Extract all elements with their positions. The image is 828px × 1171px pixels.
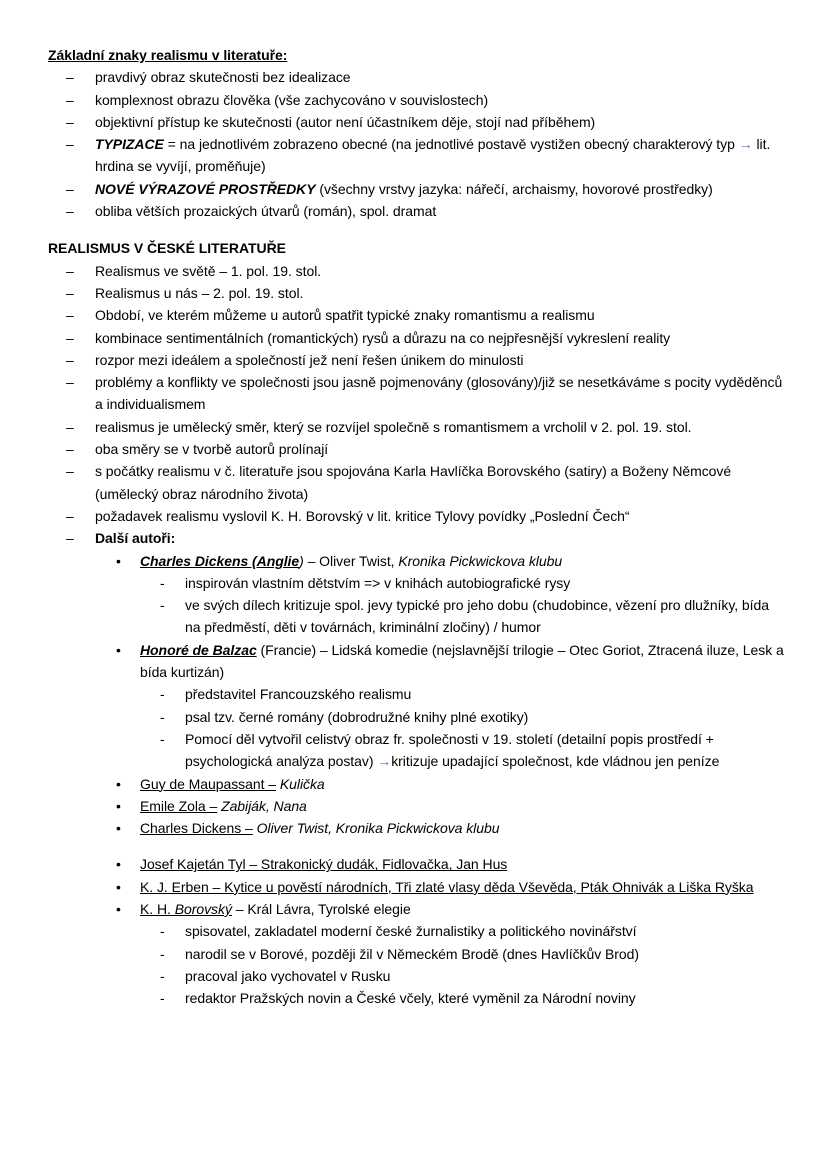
bullet-marker: • [116,900,121,917]
dash-marker: – [66,507,74,524]
paragraph-spacer [48,222,788,237]
text-run [95,203,436,219]
author-item [48,853,788,875]
text-segment: Kronika Pickwickova klubu [398,552,563,569]
text-segment: Guy de Maupassant – [140,775,277,792]
list-item [48,505,788,527]
list-item [48,416,788,438]
text-run [95,530,175,546]
text-run [48,240,286,256]
text-segment: Období, ve kterém můžeme u autorů spatřit typické znaky romantismu a realismu [95,307,595,324]
text-segment: objektivní přístup ke skutečnosti (autor není účastníkem děje, stojí nad příběhem) [95,113,596,130]
text-segment: redaktor Pražských novin a České včely, které vyměnil za Národní noviny [185,990,636,1007]
dash-marker: – [66,180,74,197]
text-run [95,508,630,524]
author-item [48,639,788,684]
text-segment: Borovský [174,900,232,917]
bullet-marker: • [116,797,121,814]
dash-marker: – [66,136,74,153]
document-content [48,44,788,1009]
list-item [48,66,788,88]
hyphen-marker: - [160,597,165,614]
text-segment: psal tzv. černé romány (dobrodružné knihy plné exotiky) [185,708,529,725]
text-segment: ve svých dílech kritizuje spol. jevy typické pro jeho dobu (chudobince, vězení pro dlužníky, bída na předměstí, děti v továrnách, kriminální zločiny) / humor [185,597,769,636]
text-run [95,441,328,457]
bullet-marker: • [116,856,121,873]
list-item [48,460,788,505]
text-segment: REALISMUS V ČESKÉ LITERATUŘE [48,240,286,257]
text-run [140,776,325,792]
text-segment: Základní znaky realismu v literatuře: [48,47,288,63]
text-segment: Pomocí děl vytvořil celistvý obraz fr. společnosti v 19. století (detailní popis prostředí + psychologická analýza postav) [185,730,714,770]
text-segment: Kulička [279,775,325,792]
list-item-dalsi-autori [48,527,788,549]
text-run [185,731,719,769]
text-segment: Honoré de Balzac [140,641,257,658]
text-run [185,968,390,984]
list-item [48,133,788,178]
text-run [140,820,499,836]
dash-marker: – [66,113,74,130]
list-item [48,349,788,371]
hyphen-marker: - [160,967,165,984]
dash-marker: – [66,351,74,368]
text-run [185,923,636,939]
list-item [48,89,788,111]
text-run [140,879,754,895]
text-segment: požadavek realismu vyslovil K. H. Borovský v lit. kritice Tylovy povídky „Poslední Čech“ [95,507,630,524]
bullet-marker: • [116,552,121,569]
text-run [95,374,782,412]
hyphen-marker: - [160,730,165,747]
detail-item [48,943,788,965]
text-run [95,330,670,346]
hyphen-marker: - [160,708,165,725]
text-run [95,69,351,85]
text-segment: K. J. Erben – Kytice u pověstí národních, Tři zlaté vlasy děda Vševěda, Pták Ohnivák a Liška Ryška [140,878,754,895]
text-segment: → [377,753,392,770]
list-item [48,438,788,460]
hyphen-marker: - [160,945,165,962]
text-run [140,642,784,680]
list-item [48,327,788,349]
list-item [48,371,788,416]
text-run [185,946,639,962]
hyphen-marker: - [160,990,165,1007]
text-run [95,92,488,108]
text-segment: problémy a konflikty ve společnosti jsou jasně pojmenovány (glosovány)/již se nesetkáváme s pocity vyděděnců a individualismem [95,374,783,413]
detail-item [48,728,788,773]
text-segment: – Oliver Twist, [303,552,399,569]
text-run [95,419,691,435]
text-segment: → [738,136,753,153]
text-run [95,181,713,197]
detail-item [48,572,788,594]
text-run [95,352,523,368]
heading-zakladni-znaky [48,44,788,66]
bullet-marker: • [116,641,121,658]
hyphen-marker: - [160,923,165,940]
bullet-marker: • [116,820,121,837]
list-item [48,260,788,282]
text-segment: s počátky realismu v č. literatuře jsou spojována Karla Havlíčka Borovského (satiry) a Boženy Němcové (umělecký obraz národního života) [95,463,732,502]
text-run [48,47,287,63]
text-segment: NOVÉ VÝRAZOVÉ PROSTŘEDKY [95,180,316,197]
bullet-marker: • [116,878,121,895]
detail-item [48,594,788,639]
text-run [95,263,321,279]
text-segment: = na jednotlivém zobrazeno obecné (na jednotlivé postavě vystižen obecný charakterový typ [163,136,739,153]
paragraph-spacer [48,839,788,853]
text-segment: Emile Zola – [140,797,218,814]
text-segment: kritizuje upadající společnost, kde vládnou jen peníze [391,753,720,770]
text-segment: spisovatel, zakladatel moderní české žurnalistiky a politického novinářství [185,923,637,940]
text-segment: komplexnost obrazu člověka (vše zachycováno v souvislostech) [95,91,489,108]
text-segment: rozpor mezi ideálem a společností jež není řešen únikem do minulosti [95,351,524,368]
text-segment: (všechny vrstvy jazyka: nářečí, archaismy, hovorové prostředky) [315,180,713,197]
text-segment: Zabiják, Nana [221,797,307,814]
dash-marker: – [66,307,74,324]
dash-marker: – [66,463,74,480]
dash-marker: – [66,329,74,346]
dash-marker: – [66,69,74,86]
dash-marker: – [66,284,74,301]
hyphen-marker: - [160,574,165,591]
text-segment: Realismus ve světě – 1. pol. 19. stol. [95,262,322,279]
bullet-marker: • [116,775,121,792]
text-segment: představitel Francouzského realismu [185,686,412,703]
list-item [48,200,788,222]
text-segment: kombinace sentimentálních (romantických) rysů a důrazu na co nejpřesnější vykreslení reality [95,329,671,346]
dash-marker: – [66,530,74,547]
text-segment: oba směry se v tvorbě autorů prolínají [95,441,329,458]
dash-marker: – [66,374,74,391]
list-item [48,111,788,133]
hyphen-marker: - [160,686,165,703]
text-run [185,575,570,591]
author-item [48,876,788,898]
text-segment: Oliver Twist, Kronika Pickwickova klubu [256,820,500,837]
detail-item [48,920,788,942]
author-item [48,550,788,572]
text-segment: (Francie) – Lidská komedie (nejslavnější trilogie – Otec Goriot, Ztracená iluze, Lesk a bída kurtizán) [140,641,784,681]
author-item [48,773,788,795]
text-run [95,463,731,501]
text-segment: Další autoři: [95,530,176,547]
text-segment: obliba větších prozaických útvarů (román), spol. dramat [95,203,437,220]
text-segment: Realismus u nás – 2. pol. 19. stol. [95,284,304,301]
detail-item [48,683,788,705]
text-segment: inspirován vlastním dětstvím => v knihách autobiografické rysy [185,574,571,591]
dash-marker: – [66,418,74,435]
text-run [185,709,528,725]
dash-marker: – [66,91,74,108]
author-item [48,817,788,839]
text-run [185,686,411,702]
detail-item [48,706,788,728]
text-segment: realismus je umělecký směr, který se rozvíjel společně s romantismem a vrcholil v 2. pol. 19. stol. [95,418,692,435]
list-item [48,304,788,326]
text-run [95,307,595,323]
list-item [48,282,788,304]
text-segment: ) [299,552,304,569]
text-segment: narodil se v Borové, později žil v Německém Brodě (dnes Havlíčkův Brod) [185,945,639,962]
author-item [48,795,788,817]
text-run [140,901,411,917]
text-run [95,285,303,301]
author-item [48,898,788,920]
text-run [185,990,636,1006]
text-segment: lit. hrdina se vyvíjí, proměňuje) [95,136,771,175]
text-run [95,114,595,130]
dash-marker: – [66,203,74,220]
text-run [140,553,562,569]
text-run [140,798,307,814]
text-segment: – Král Lávra, Tyrolské elegie [231,900,411,917]
text-run [185,597,769,635]
dash-marker: – [66,262,74,279]
text-segment: pracoval jako vychovatel v Rusku [185,967,391,984]
text-segment: pravdivý obraz skutečnosti bez idealizace [95,69,351,86]
detail-item [48,987,788,1009]
text-segment: K. H. [140,900,175,917]
heading-realismus-v-ceske-literature [48,237,788,259]
text-segment: Charles Dickens – [140,820,253,837]
dash-marker: – [66,441,74,458]
detail-item [48,965,788,987]
list-item [48,178,788,200]
text-run [95,136,770,174]
text-segment: Charles Dickens (Anglie [140,552,300,569]
text-run [140,856,507,872]
text-segment: TYPIZACE [95,136,164,153]
text-segment: Josef Kajetán Tyl – Strakonický dudák, Fidlovačka, Jan Hus [140,856,508,873]
